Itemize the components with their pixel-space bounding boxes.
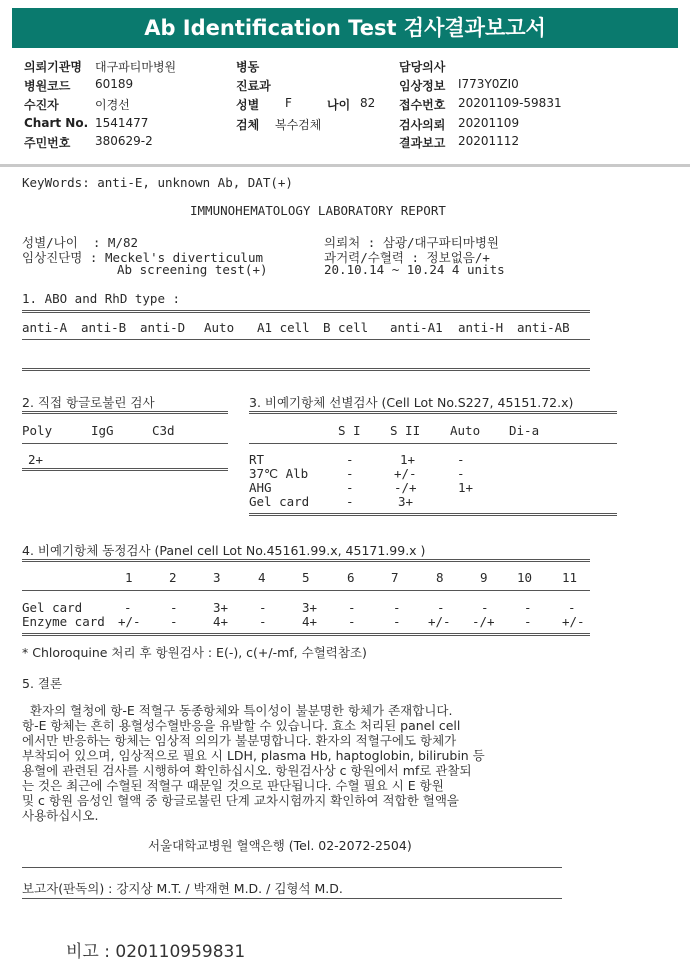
dept-label: 진료과 — [236, 79, 271, 93]
specimen-value: 복수검체 — [275, 118, 322, 132]
abo-col-3: anti-D — [140, 320, 186, 335]
diagnosis-line2: Ab screening test(+) — [117, 262, 268, 277]
conclusion-line: 용혈에 관련된 검사를 시행하여 확인하십시오. 항원검사상 c 항원에서 mf로 관찰되 — [22, 763, 472, 778]
panel-col: 7 — [391, 570, 399, 585]
screen-cell: - — [346, 480, 354, 495]
screen-col-auto: Auto — [450, 423, 481, 438]
divider — [22, 590, 590, 591]
conclusion-line: 에서만 반응하는 항체는 임상적 의의가 불분명합니다. 환자의 적혈구에도 항체가 — [22, 733, 457, 748]
conclusion-line: 항-E 항체는 흔히 용혈성수혈반응을 유발할 수 있습니다. 효소 처리된 panel cell — [22, 718, 461, 733]
panel-cell: - — [524, 600, 532, 615]
panel-col: 5 — [302, 570, 310, 585]
divider — [22, 559, 590, 562]
divider — [22, 898, 562, 899]
chart-no-label: Chart No. — [24, 116, 89, 130]
receipt-no-label: 접수번호 — [399, 98, 446, 112]
dat-col-poly: Poly — [22, 423, 53, 438]
panel-cell: - — [568, 600, 576, 615]
panel-row-label: Enzyme card — [22, 614, 105, 629]
divider — [22, 339, 590, 340]
panel-cell: - — [259, 614, 267, 629]
panel-cell: - — [259, 600, 267, 615]
abo-col-6: B cell — [323, 320, 369, 335]
resident-no-label: 주민번호 — [24, 136, 71, 150]
screen-row-label: RT — [249, 452, 265, 467]
age-value: 82 — [360, 96, 376, 110]
panel-cell: - — [437, 600, 445, 615]
panel-cell: 4+ — [302, 614, 318, 629]
divider — [22, 633, 590, 636]
specimen-label: 검체 — [236, 118, 260, 132]
screen-cell: - — [346, 494, 354, 509]
divider — [22, 310, 590, 313]
ward-label: 병동 — [236, 60, 260, 74]
keywords: KeyWords: anti-E, unknown Ab, DAT(+) — [22, 175, 293, 190]
panel-col: 9 — [480, 570, 488, 585]
panel-col: 10 — [517, 570, 533, 585]
clinical-label: 임상정보 — [399, 79, 446, 93]
panel-col: 11 — [562, 570, 578, 585]
screen-cell: - — [457, 452, 465, 467]
report-body — [0, 167, 690, 970]
report-header — [0, 0, 690, 164]
panel-col: 8 — [436, 570, 444, 585]
screen-col-si: S I — [338, 423, 361, 438]
panel-col: 3 — [213, 570, 221, 585]
screen-col-sii: S II — [390, 423, 421, 438]
reporter: 보고자(판독의) : 강지상 M.T. / 박재현 M.D. / 김형석 M.D. — [22, 881, 343, 896]
divider — [249, 513, 617, 516]
sex-age: 성별/나이 : M/82 — [22, 235, 139, 250]
sex-label: 성별 — [236, 98, 260, 112]
dat-col-c3d: C3d — [152, 423, 175, 438]
screen-cell: 1+ — [458, 480, 474, 495]
request-date-value: 20201109 — [458, 116, 520, 130]
dat-col-igg: IgG — [91, 423, 114, 438]
doctor-label: 담당의사 — [399, 60, 446, 74]
panel-cell: +/- — [428, 614, 451, 629]
request-date-label: 검사의뢰 — [399, 118, 446, 132]
hospital-code-value: 60189 — [95, 77, 134, 91]
panel-cell: - — [170, 600, 178, 615]
section3-title: 3. 비예기항체 선별검사 (Cell Lot No.S227, 45151.72.x) — [249, 395, 574, 410]
report-date-value: 20201112 — [458, 134, 520, 148]
requester: 의뢰처 : 삼광/대구파티마병원 — [324, 235, 500, 250]
section1-title: 1. ABO and RhD type : — [22, 291, 181, 306]
dat-poly-value: 2+ — [28, 452, 44, 467]
section5-title: 5. 결론 — [22, 676, 63, 691]
abo-col-2: anti-B — [81, 320, 127, 335]
section4-title: 4. 비예기항체 동정검사 (Panel cell Lot No.45161.99.x, 45171.99.x ) — [22, 543, 426, 558]
institution-label: 의뢰기관명 — [24, 60, 82, 74]
panel-cell: - — [481, 600, 489, 615]
abo-col-5: A1 cell — [257, 320, 310, 335]
report-date-label: 결과보고 — [399, 136, 446, 150]
transfusion-history: 과거력/수혈력 : 정보없음/+ — [324, 250, 490, 265]
divider — [22, 368, 590, 371]
panel-cell: +/- — [118, 614, 141, 629]
screen-cell: 1+ — [400, 452, 416, 467]
panel-cell: - — [348, 600, 356, 615]
panel-cell: 4+ — [213, 614, 229, 629]
age-label: 나이 — [327, 98, 351, 112]
clinical-value: I773Y0ZI0 — [458, 77, 519, 91]
report-title: IMMUNOHEMATOLOGY LABORATORY REPORT — [190, 203, 446, 218]
transfusion-period: 20.10.14 ~ 10.24 4 units — [324, 262, 505, 277]
institution-value: 대구파티마병원 — [95, 60, 177, 74]
panel-col: 6 — [347, 570, 355, 585]
conclusion-line: 사용하십시오. — [22, 808, 99, 823]
receiver-label: 수진자 — [24, 98, 59, 112]
panel-row-label: Gel card — [22, 600, 83, 615]
receiver-value: 이경선 — [95, 98, 130, 112]
screen-cell: - — [457, 466, 465, 481]
panel-cell: - — [124, 600, 132, 615]
chart-no-value: 1541477 — [95, 116, 149, 130]
screen-row-label: Gel card — [249, 494, 310, 509]
panel-col: 4 — [258, 570, 266, 585]
screen-cell: 3+ — [398, 494, 414, 509]
screen-col-dia: Di-a — [509, 423, 540, 438]
panel-cell: - — [348, 614, 356, 629]
receipt-no-value: 20201109-59831 — [458, 96, 562, 110]
panel-cell: 3+ — [213, 600, 229, 615]
hospital-code-label: 병원코드 — [24, 79, 71, 93]
divider — [22, 468, 228, 471]
divider — [22, 867, 562, 868]
panel-cell: +/- — [562, 614, 585, 629]
divider — [249, 443, 617, 444]
abo-col-1: anti-A — [22, 320, 68, 335]
panel-cell: 3+ — [302, 600, 318, 615]
screen-cell: - — [346, 466, 354, 481]
diagnosis-line1: 임상진단명 : Meckel's diverticulum — [22, 250, 263, 265]
screen-row-label: 37℃ Alb — [249, 466, 309, 481]
screen-cell: - — [346, 452, 354, 467]
conclusion-line: 부착되어 있으며, 임상적으로 필요 시 LDH, plasma Hb, haptoglobin, bilirubin 등 — [22, 748, 485, 763]
institution-field — [24, 58, 82, 75]
sex-value: F — [285, 96, 292, 110]
panel-cell: - — [393, 614, 401, 629]
divider — [249, 411, 617, 414]
blood-bank: 서울대학교병원 혈액은행 (Tel. 02-2072-2504) — [148, 838, 412, 853]
panel-col: 2 — [169, 570, 177, 585]
panel-cell: - — [170, 614, 178, 629]
abo-col-8: anti-H — [458, 320, 504, 335]
panel-cell: - — [393, 600, 401, 615]
section2-title: 2. 직접 항글로불린 검사 — [22, 395, 155, 410]
screen-cell: -/+ — [394, 480, 417, 495]
panel-cell: -/+ — [472, 614, 495, 629]
screen-cell: +/- — [394, 466, 417, 481]
conclusion-line: 환자의 혈청에 항-E 적혈구 동종항체와 특이성이 불분명한 항체가 존재합니다. — [22, 703, 453, 718]
page-title: Ab Identification Test 검사결과보고서 — [12, 8, 678, 48]
panel-cell: - — [524, 614, 532, 629]
abo-col-4: Auto — [204, 320, 235, 335]
screen-row-label: AHG — [249, 480, 272, 495]
resident-no-value: 380629-2 — [95, 134, 153, 148]
divider — [22, 443, 228, 444]
chloroquine-note: * Chloroquine 처리 후 항원검사 : E(-), c(+/-mf, 수혈력참조) — [22, 645, 367, 660]
remark: 비고 : 020110959831 — [66, 942, 246, 962]
abo-col-9: anti-AB — [517, 320, 570, 335]
abo-col-7: anti-A1 — [390, 320, 443, 335]
conclusion-line: 및 c 항원 음성인 혈액 중 항글로불린 단계 교차시험까지 확인하여 적합한 혈액을 — [22, 793, 459, 808]
panel-col: 1 — [125, 570, 133, 585]
divider — [22, 411, 228, 414]
conclusion-line: 는 것은 최근에 수혈된 적혈구 때문일 것으로 판단됩니다. 수혈 필요 시 E 항원 — [22, 778, 444, 793]
